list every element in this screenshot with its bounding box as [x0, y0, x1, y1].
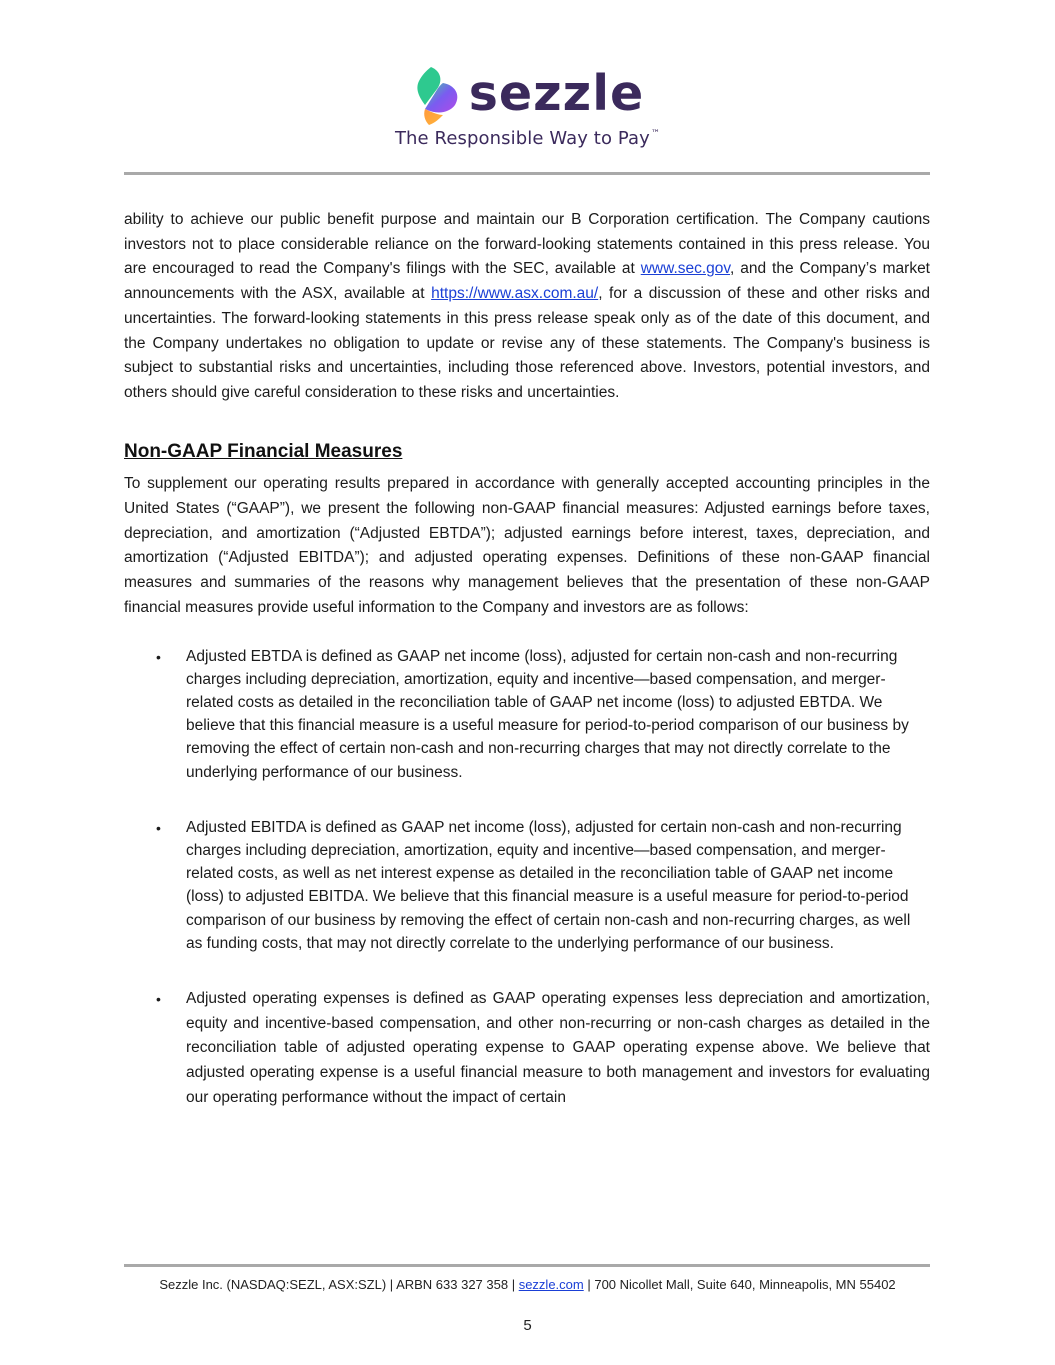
footer-text-2: | 700 Nicollet Mall, Suite 640, Minneapolis, MN 55402 — [583, 1277, 896, 1292]
trademark-symbol: ™ — [650, 129, 661, 139]
intro-text-3: , for a discussion of these and other risks and uncertainties. The forward-looking statements in this press release speak only as of the date of this document, and the Company undertakes no obligation to update or revise any of these statements. The Company's business is subject to substantial risks and uncertainties, including those referenced above. Investors, potential investors, and others should give careful consideration to these risks and uncertainties. — [124, 285, 930, 401]
intro-paragraph — [124, 208, 930, 406]
bullet-icon: • — [156, 819, 161, 836]
bullet-list — [124, 645, 930, 1111]
sec-link[interactable]: www.sec.gov — [640, 260, 731, 278]
page-footer — [0, 1277, 1055, 1292]
bullet-text-ebitda: Adjusted EBITDA is defined as GAAP net income (loss), adjusted for certain non-cash and non-recurring charges including depreciation, amortization, equity and incentive—based compensation, and merger-related costs, as well as net interest expense as detailed in the reconciliation table of GAAP net income (loss) to adjusted EBITDA. We believe that this financial measure is a useful measure for period-to-period comparison of our business by removing the effect of certain non-cash and non-recurring charges, as well as funding costs, that may not directly correlate to the underlying performance of our business. — [186, 818, 911, 952]
bullet-icon: • — [156, 990, 161, 1007]
page-header — [0, 62, 1055, 149]
section-heading: Non-GAAP Financial Measures — [124, 440, 403, 462]
sezzle-logo — [0, 62, 1055, 128]
list-item — [124, 645, 930, 784]
intro-text-1: ability to achieve our public benefit purpose and maintain our B Corporation certification. The Company cautions investors not to place considerable reliance on the forward-looking statements contained in this press release. You are encouraged to read the Company's filings with the SEC, available at — [124, 211, 930, 278]
footer-divider — [124, 1264, 930, 1267]
tagline-text: The Responsible Way to Pay — [394, 128, 650, 149]
list-item — [124, 987, 930, 1111]
bullet-text-opex: Adjusted operating expenses is defined as GAAP operating expenses less depreciation and amortization, equity and incentive-based compensation, and other non-recurring or non-cash charges as detailed in the reconciliation table of adjusted operating expense to GAAP operating expense above. We believe that adjusted operating expense is a useful financial measure to both management and investors for evaluating our operating performance without the impact of certain — [186, 989, 930, 1106]
list-item — [124, 816, 930, 955]
footer-text-1: Sezzle Inc. (NASDAQ:SEZL, ASX:SZL) | ARBN 633 327 358 | — [159, 1277, 519, 1292]
sezzle-logo-mark-icon — [411, 65, 463, 125]
page-number: 5 — [523, 1317, 532, 1334]
intro-text-2: , and the Company’s market announcements with the ASX, available at — [124, 260, 930, 303]
tagline — [0, 128, 1055, 149]
sezzle-link[interactable]: sezzle.com — [518, 1277, 584, 1292]
header-divider — [124, 172, 930, 175]
section-paragraph: To supplement our operating results prepared in accordance with generally accepted accounting principles in the United States (“GAAP”), we present the following non-GAAP financial measures: Adjusted earnings before taxes, depreciation, and amortization (“Adjusted EBTDA”); adjusted earnings before interest, taxes, depreciation, and amortization (“Adjusted EBITDA”); and adjusted operating expenses. Definitions of these non-GAAP financial measures and summaries of the reasons why management believes that the presentation of these non-GAAP financial measures provide useful information to the Company and investors are as follows: — [124, 475, 930, 616]
page-content — [124, 208, 930, 1143]
asx-link[interactable]: https://www.asx.com.au/ — [431, 285, 599, 303]
bullet-text-ebtda: Adjusted EBTDA is defined as GAAP net income (loss), adjusted for certain non-cash and non-recurring charges including depreciation, amortization, equity and incentive—based compensation, and merger-related costs as detailed in the reconciliation table of GAAP net income (loss) to adjusted EBTDA. We believe that this financial measure is a useful measure for period-to-period comparison of our business by removing the effect of certain non-cash and non-recurring charges that may not directly correlate to the underlying performance of our business. — [186, 647, 909, 781]
logo-wordmark: sezzle — [468, 64, 645, 122]
bullet-icon: • — [156, 648, 161, 665]
